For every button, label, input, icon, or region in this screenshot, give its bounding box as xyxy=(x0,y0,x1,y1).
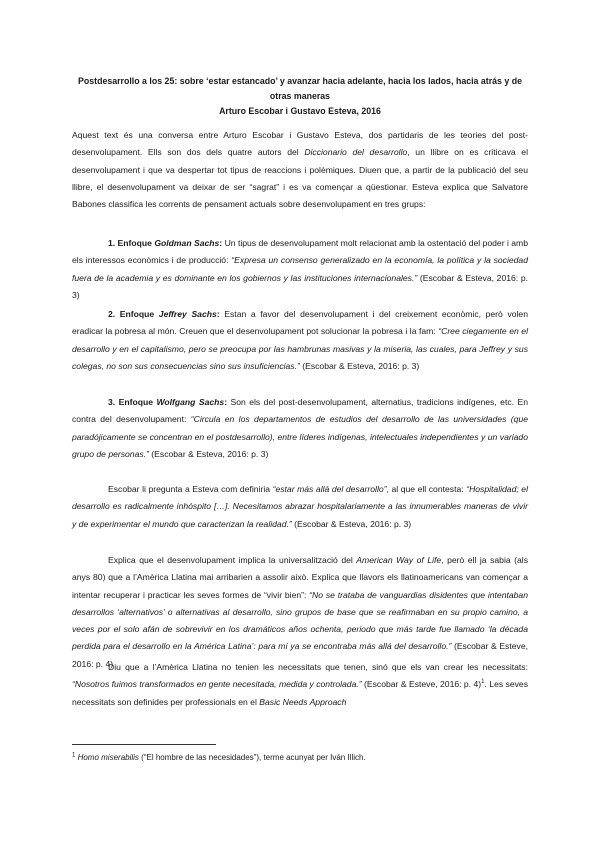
para4-phrase: “estar más allá del desarrollo” xyxy=(272,484,387,494)
approach-item-2 xyxy=(72,306,528,375)
para5-text-b: , però ell ja sabia (als anys 80) que a l’Amèrica Llatina mai arribarien a assolir això. Explica que llavors els llatinoamericans van començar a intentar recuperar i practicar les seves formes de “vivir bien”: xyxy=(72,555,528,600)
footnote-mark: 1 xyxy=(72,752,76,759)
footnote-divider xyxy=(72,744,216,745)
item3-text: Son els del post-desenvolupament, alternatius, tradicions indígenes, etc. En contra del desenvolupament: xyxy=(72,397,528,425)
title-main: Postdesarrollo a los 25: sobre ‘estar estancado’ y avanzar hacia adelante, hacia los lados, hacia atrás y de otras maneras xyxy=(78,76,522,101)
item3-quote: “Circula en los departamentos de estudios del desarrollo de las universidades (que paradójicamente se concentran en el postdesarrollo), entre líderes indígenas, intelectuales independientes y un variado grupo de personas.” xyxy=(72,414,528,459)
footnote-reference[interactable]: 1 xyxy=(481,679,485,686)
para6-phrase: Basic Needs Approach xyxy=(259,696,347,707)
intro-text-a: Aquest text és una conversa entre Arturo Escobar i Gustavo Esteva, dos partidaris de les teories del post-desenvolupament. Ells son dos dels quatre autors del xyxy=(72,130,528,158)
item1-text: Un tipus de desenvolupament molt relacionat amb la ostentació del poder i amb els interessos econòmics i de producció: xyxy=(72,238,528,266)
title-authors: Arturo Escobar i Gustavo Esteva, 2016 xyxy=(219,106,381,116)
document-title xyxy=(72,74,528,119)
hospitality-paragraph xyxy=(72,481,528,533)
intro-text-b: , un llibre on es criticava el desenvolupament i que va despertar tot tipus de reaccions i polèmiques. Diuen que, a partir de la publicació del seu llibre, el desenvolupament va deixar de ser “sagrat” i es va començar a qüestionar. Esteva explica que Salvatore Babones classifica les corrents de pensament actuals sobre desenvolupament en tres grups: xyxy=(72,147,528,210)
intro-paragraph xyxy=(72,127,528,213)
item2-label: 2. Enfoque Jeffrey Sachs: xyxy=(108,309,220,319)
item2-citation: (Escobar & Esteva, 2016: p. 3) xyxy=(299,360,420,371)
para4-text-a: Escobar li pregunta a Esteva com definiria xyxy=(108,484,273,494)
approach-item-3 xyxy=(72,394,528,463)
item2-text: Estan a favor del desenvolupament i del creixement econòmic, però volen eradicar la pobresa al món. Creuen que el desenvolupament pot solucionar la pobresa i la fam: xyxy=(72,309,528,337)
intro-book-title: Diccionario del desarrollo xyxy=(304,147,408,158)
approach-item-1 xyxy=(72,235,528,304)
footnote xyxy=(72,751,528,765)
para6-citation: (Escobar & Esteve, 2016: p. 4) xyxy=(361,679,482,690)
item3-label: 3. Enfoque Wolfgang Sachs: xyxy=(108,397,228,407)
para5-quote: “No se trataba de vanguardias disidentes que intentaban desarrollos ‘alternativos’ o alternativas al desarrollo, sino grupos de base que se reafirmaban en su propio camino, a veces por el solo afán de sobrevivir en los dramáticos años ochenta, periodo que más tarde fue llamado ‘la década perdida para el desarrollo en la América Latina’: para mí ya se encontraba más allá del desarrollo.” xyxy=(72,589,528,652)
item3-citation: (Escobar & Esteva, 2016: p. 3) xyxy=(148,448,269,459)
para4-quote: “Hospitalidad; el desarrollo es radicalmente inhóspito […]. Necesitamos abrazar hospitalariamente a las innumerables maneras de vivir y de experimentar el mundo que caracterizan la realidad.” xyxy=(72,484,528,529)
para4-text-b: , al que ell contesta: xyxy=(386,484,467,494)
para5-phrase: American Way of Life xyxy=(356,555,442,565)
footnote-text: (“El hombre de las necesidades”), terme acunyat per Iván Illich. xyxy=(138,753,366,762)
needs-paragraph xyxy=(72,659,528,711)
para4-citation: (Escobar & Esteva, 2016: p. 3) xyxy=(291,518,412,529)
para5-citation: (Escobar & Esteve, 2016: p. 4) xyxy=(72,641,528,669)
footnote-term: Homo miserabilis xyxy=(77,753,139,762)
item1-quote: “Expresa un consenso generalizado en la economía, la política y la sociedad fuera de la academia y es dominante en los gobiernos y las instituciones internacionales.” xyxy=(72,255,528,283)
american-way-paragraph xyxy=(72,552,528,673)
para5-text-a: Explica que el desenvolupament implica la universalització del xyxy=(108,555,357,565)
item2-quote: “Cree ciegamente en el desarrollo y en el capitalismo, pero se preocupa por las hambrunas masivas y la miseria, las cuales, para Jeffrey y sus colegas, no son sus consecuencias sino sus insuficiencias.” xyxy=(72,326,528,371)
item1-label: 1. Enfoque Goldman Sachs: xyxy=(108,238,223,248)
para6-quote: “Nosotros fuimos transformados en gente necesitada, medida y controlada.” xyxy=(72,679,362,690)
para6-text-b: . Les seves necessitats son definides per professionals en el xyxy=(72,679,529,707)
item1-citation: (Escobar & Esteva, 2016: p. 3) xyxy=(72,272,529,300)
para6-text-a: Diu que a l’Amèrica Llatina no tenien les necessitats que tenen, sinó que els van crear les necessitats: xyxy=(108,662,528,672)
